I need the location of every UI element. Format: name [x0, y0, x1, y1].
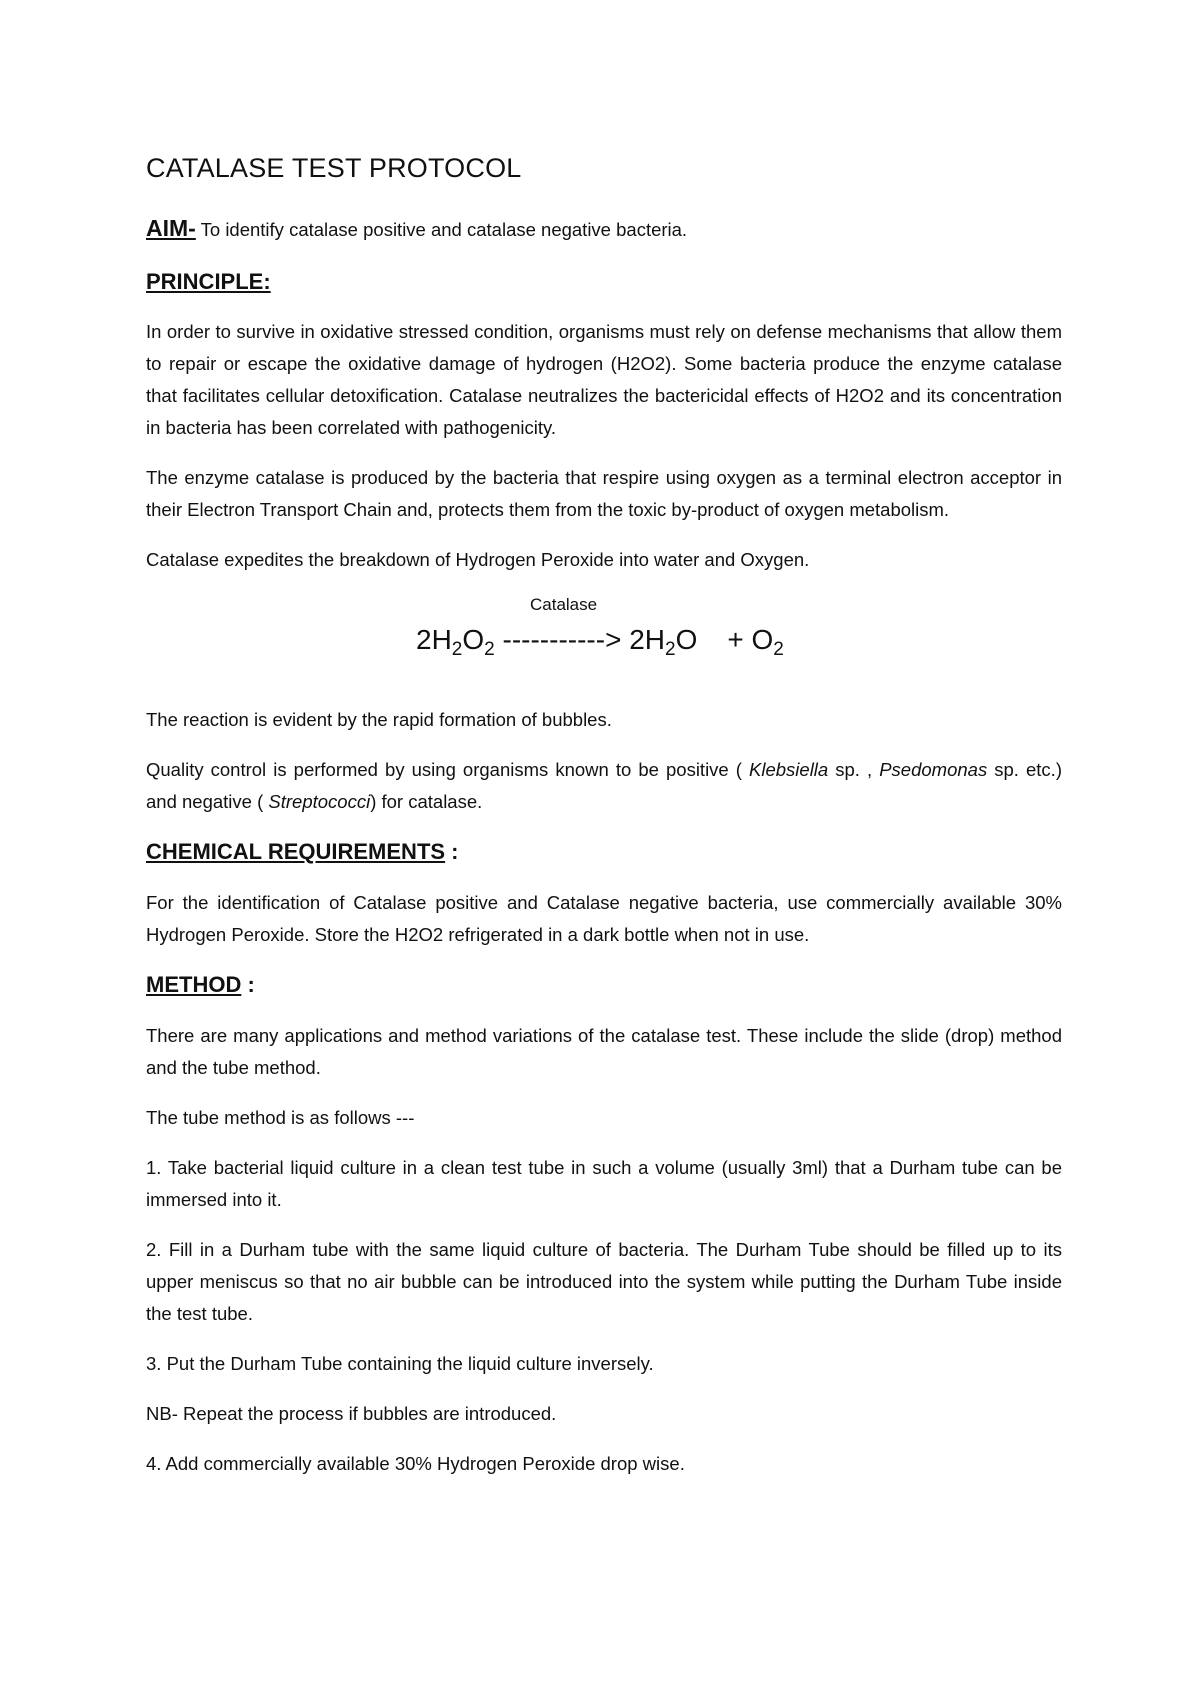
reactant-element: O [462, 624, 485, 655]
reaction-equation [146, 594, 1062, 686]
equation-enzyme-label: Catalase [530, 595, 598, 614]
qc-text-a: Quality control is performed by using organisms known to be positive ( [146, 759, 750, 780]
equation-arrow: -----------> [494, 624, 630, 655]
method-heading-colon: : [241, 972, 255, 997]
product-coefficient: 2H [629, 624, 666, 655]
product-subscript-h: 2 [665, 639, 676, 660]
qc-psedomonas: Psedomonas [879, 759, 988, 780]
product-element: O [675, 624, 698, 655]
qc-klebsiella: Klebsiella [749, 759, 829, 780]
chemical-heading: CHEMICAL REQUIREMENTS [146, 839, 446, 864]
reactant-coefficient: 2H [416, 624, 452, 655]
method-note: NB- Repeat the process if bubbles are introduced. [146, 1403, 557, 1424]
principle-paragraph-3: Catalase expedites the breakdown of Hydrogen Peroxide into water and Oxygen. [146, 549, 810, 570]
principle-paragraph-2: The enzyme catalase is produced by the bacteria that respire using oxygen as a terminal electron acceptor in their Electron Transport Chain and, protects them from the toxic by-product of oxygen metabolism. [146, 467, 1062, 520]
document-title: CATALASE TEST PROTOCOL [146, 153, 522, 183]
qc-text-b: sp. , [828, 759, 880, 780]
principle-paragraph-1: In order to survive in oxidative stressed condition, organisms must rely on defense mechanisms that allow them to repair or escape the oxidative damage of hydrogen (H2O2). Some bacteria produce the enzyme catalase that facilitates cellular detoxification. Catalase neutralizes the bactericidal effects of H2O2 and its concentration in bacteria has been correlated with pathogenicity. [146, 321, 1062, 438]
product-oxygen: + O [727, 624, 774, 655]
method-step-4: 4. Add commercially available 30% Hydrogen Peroxide drop wise. [146, 1453, 685, 1474]
reactant-subscript-o: 2 [484, 639, 495, 660]
method-paragraph-1: There are many applications and method variations of the catalase test. These include the slide (drop) method and the tube method. [146, 1025, 1062, 1078]
document-body [146, 150, 1062, 1498]
method-step-2: 2. Fill in a Durham tube with the same liquid culture of bacteria. The Durham Tube should be filled up to its upper meniscus so that no air bubble can be introduced into the system while putting the Durham Tube inside the test tube. [146, 1239, 1062, 1324]
aim-label: AIM- [146, 215, 196, 241]
aim-text: To identify catalase positive and catalase negative bacteria. [195, 219, 688, 240]
qc-streptococci: Streptococci [268, 791, 371, 812]
aim-paragraph [146, 212, 1062, 246]
qc-text-c: sp. etc.) and negative ( [146, 759, 1062, 812]
equation-line [416, 622, 784, 668]
product-subscript-o2: 2 [773, 639, 784, 660]
chemical-heading-row [146, 836, 1062, 869]
reactant-subscript-h: 2 [451, 639, 463, 660]
chemical-heading-colon: : [445, 839, 459, 864]
method-paragraph-2: The tube method is as follows --- [146, 1107, 415, 1128]
method-step-1: 1. Take bacterial liquid culture in a clean test tube in such a volume (usually 3ml) that a Durham tube can be immersed into it. [146, 1157, 1062, 1210]
quality-control-paragraph [146, 754, 1062, 818]
chemical-paragraph: For the identification of Catalase positive and Catalase negative bacteria, use commercially available 30% Hydrogen Peroxide. Store the H2O2 refrigerated in a dark bottle when not in use. [146, 892, 1062, 945]
method-step-3: 3. Put the Durham Tube containing the liquid culture inversely. [146, 1353, 654, 1374]
method-heading-row [146, 969, 1062, 1002]
qc-text-d: ) for catalase. [370, 791, 483, 812]
principle-paragraph-4: The reaction is evident by the rapid formation of bubbles. [146, 709, 612, 730]
principle-heading: PRINCIPLE: [146, 269, 271, 294]
method-heading: METHOD [146, 972, 242, 997]
